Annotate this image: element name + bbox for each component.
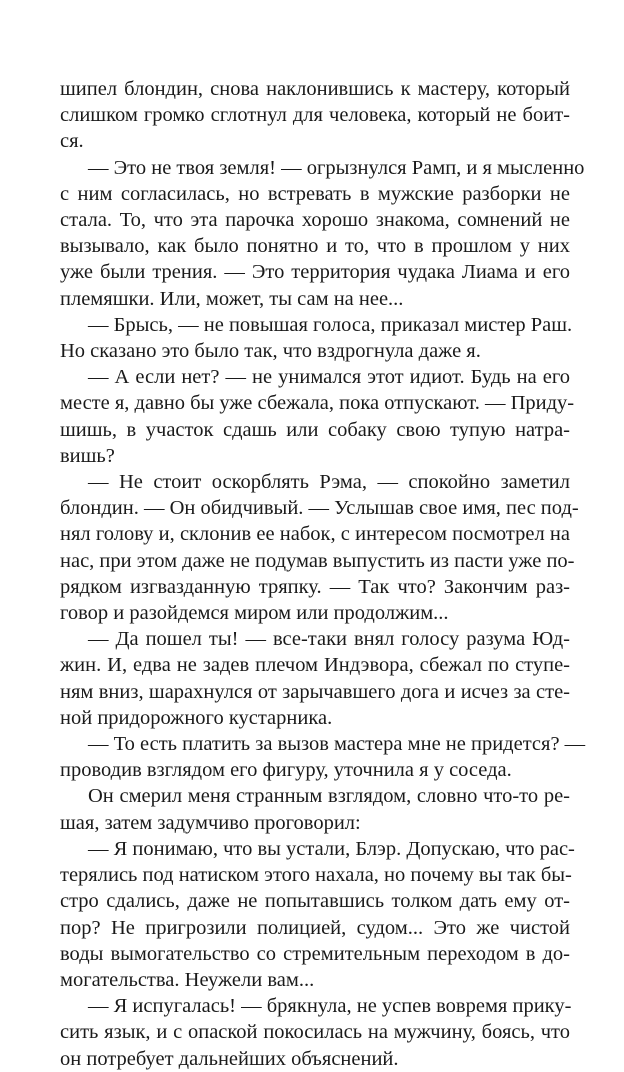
text-line: — Не стоит оскорблять Рэма, — спокойно заметил — [88, 471, 570, 494]
text-line: шипел блондин, снова наклонившись к мастеру, который — [60, 78, 570, 100]
text-line: стала. То, что эта парочка хорошо знакома, сомнений не — [60, 209, 570, 232]
text-line: пор? Не пригрозили полицией, судом... Это же чистой — [60, 916, 570, 939]
text-line: блондин. — Он обидчивый. — Услышав свое имя, пес под- — [60, 497, 579, 520]
text-line: говор и разойдемся миром или продолжим... — [60, 602, 449, 625]
text-line: — Я испугалась! — брякнула, не успев вовремя прику- — [88, 995, 572, 1018]
paragraph — [60, 783, 570, 835]
text-line: сить язык, и с опаской покосилась на мужчину, боясь, что — [60, 1021, 570, 1044]
text-line: нас, при этом даже не подумав выпустить из пасти уже по- — [60, 549, 575, 572]
text-line: жин. И, едва не задев плечом Индэвора, сбежал по ступе- — [60, 654, 570, 677]
paragraph — [60, 76, 570, 155]
text-line: ной придорожного кустарника. — [60, 706, 333, 729]
paragraph — [60, 731, 586, 783]
text-line: он потребует дальнейших объяснений. — [60, 1047, 399, 1070]
text-line: воды вымогательство со стремительным переходом в до- — [60, 942, 570, 965]
paragraph — [60, 364, 575, 469]
text-line: — То есть платить за вызов мастера мне не придется? — — [88, 733, 586, 756]
text-line: ням вниз, шарахнулся от зарычавшего дога и исчез за сте- — [60, 680, 570, 703]
text-line: нял голову и, склонив ее набок, с интересом посмотрел на — [60, 523, 570, 546]
text-line: терялись под натиском этого нахала, но почему вы так бы- — [60, 864, 572, 887]
paragraph — [60, 836, 575, 993]
text-line: — Брысь, — не повышая голоса, приказал мистер Раш. — [88, 313, 573, 336]
text-line: могательства. Неужели вам... — [60, 968, 315, 991]
paragraph — [60, 312, 573, 364]
paragraph — [60, 155, 585, 312]
text-line: месте я, давно бы уже сбежала, пока отпускают. — Приду- — [60, 392, 575, 415]
book-page-text — [60, 76, 586, 1072]
text-line: проводив взглядом его фигуру, уточнила я у соседа. — [60, 759, 512, 782]
text-line: — Да пошел ты! — все-таки внял голосу разума Юд- — [88, 628, 570, 651]
text-line: шая, затем задумчиво проговорил: — [60, 811, 361, 834]
text-line: — Это не твоя земля! — огрызнулся Рамп, и я мысленно — [88, 156, 585, 179]
text-line: рядком изгвазданную тряпку. — Так что? Закончим раз- — [60, 575, 570, 598]
paragraph — [60, 993, 570, 1072]
text-line: слишком громко сглотнул для человека, который не боит- — [60, 104, 570, 127]
paragraph — [60, 626, 570, 731]
text-line: Он смерил меня странным взглядом, словно что-то ре- — [88, 785, 570, 808]
text-line: с ним согласилась, но встревать в мужские разборки не — [60, 182, 570, 205]
paragraph — [60, 469, 579, 626]
text-line: Но сказано это было так, что вздрогнула даже я. — [60, 340, 481, 363]
text-line: шишь, в участок сдашь или собаку свою тупую натра- — [60, 418, 570, 441]
text-line: племяшки. Или, может, ты сам на нее... — [60, 287, 404, 310]
text-line: вишь? — [60, 444, 115, 467]
text-line: уже были трения. — Это территория чудака Лиама и его — [60, 261, 570, 284]
text-line: — Я понимаю, что вы устали, Блэр. Допускаю, что рас- — [88, 837, 575, 860]
text-line: стро сдались, даже не попытавшись толком дать ему от- — [60, 890, 570, 913]
text-line: ся. — [60, 130, 84, 153]
text-line: вызывало, как было понятно и то, что в прошлом у них — [60, 235, 570, 258]
text-line: — А если нет? — не унимался этот идиот. Будь на его — [88, 366, 570, 389]
